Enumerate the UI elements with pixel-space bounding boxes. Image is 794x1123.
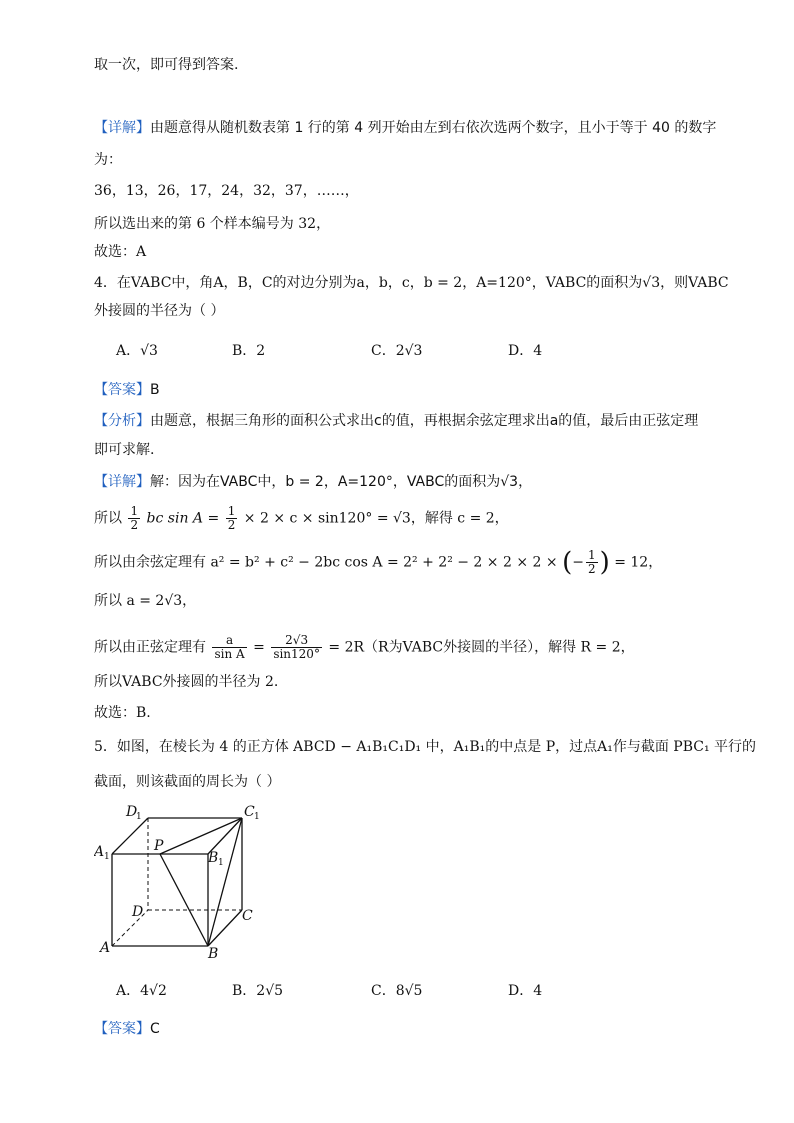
cube-figure: [94, 800, 274, 970]
fraction-numerator: a: [212, 634, 246, 648]
label-b1: B: [208, 850, 219, 866]
fraction-denominator: 2: [130, 518, 139, 532]
cosine-result: = 12，: [614, 554, 663, 571]
analysis-text: 由题意，根据三角形的面积公式求出c的值，再根据余弦定理求出a的值，最后由正弦定理: [150, 413, 699, 429]
text-line: 为：: [94, 152, 122, 168]
answer-tag: 【答案】: [94, 1021, 150, 1037]
fraction-half: [128, 505, 140, 532]
label-a: A: [100, 940, 111, 956]
option-a: A．4√2: [116, 983, 167, 999]
math-expression: × 2 × c × sin120° = √3: [243, 510, 411, 527]
label-d1-sub: 1: [136, 812, 142, 822]
detail-paragraph: [94, 119, 716, 137]
step-suffix: ，解得 c = 2，: [410, 510, 509, 527]
option-c: C．2√3: [371, 343, 423, 359]
label-a1: A: [94, 844, 105, 860]
question-5-line-2: 截面，则该截面的周长为（ ）: [94, 774, 281, 790]
step-a-value: 所以 a = 2√3，: [94, 593, 197, 609]
fraction-a-over-sinA: [212, 634, 246, 661]
fraction-denominator: 2: [227, 518, 236, 532]
cosine-expression: 所以由余弦定理有 a² = b² + c² − 2bc cos A = 2² + 2² − 2 × 2 × 2 ×: [94, 554, 558, 571]
option-b: B．2√5: [232, 983, 284, 999]
analysis-4: [94, 412, 698, 430]
fraction-numerator: 1: [130, 504, 139, 518]
option-d: D．4: [508, 983, 543, 999]
number-sequence: 36，13，26，17，24，32，37，……，: [94, 183, 359, 199]
fraction-half: [586, 549, 598, 576]
step-suffix: = 2R（R为VABC外接圆的半径），解得 R = 2，: [328, 639, 635, 656]
answer-5: [94, 1020, 160, 1038]
label-b: B: [208, 946, 219, 962]
detail-tag: 【详解】: [94, 120, 150, 136]
label-d: D: [132, 904, 144, 920]
detail-text: 解：因为在VABC中，b = 2，A=120°，VABC的面积为√3，: [150, 474, 533, 490]
step-area: [94, 505, 509, 532]
fraction-denominator: sin A: [214, 647, 245, 661]
answer-value: B: [150, 382, 160, 398]
text-line: 所以VABC外接圆的半径为 2.: [94, 674, 279, 690]
option-d: D．4: [508, 343, 543, 359]
fraction-numerator: 1: [227, 504, 236, 518]
step-sine: 所以由正弦定理有 $\frac{a}{\text{sin A}}$ = $\frac{2√3}{\sin 120^\circ}$ = 2R（R为VABC外接圆的半径），解得 R = 2，: [94, 633, 635, 661]
analysis-4-cont: 即可求解.: [94, 442, 155, 458]
detail-tag: 【详解】: [94, 474, 150, 490]
step-cosine: 所以由余弦定理有 a² = b² + c² − 2bc cos A = 2² + 2² − 2 × 2 × 2 × (− $\frac{1}{2}$ ) = 12，: [94, 547, 663, 578]
answer-4: [94, 381, 160, 399]
answer-tag: 【答案】: [94, 382, 150, 398]
label-d1: D: [126, 804, 138, 820]
detail-text: 由题意得从随机数表第 1 行的第 4 列开始由左到右依次选两个数字，且小于等于 40 的数字: [150, 120, 717, 136]
question-4-line-2: 外接圆的半径为（ ）: [94, 303, 225, 319]
label-b1-sub: 1: [218, 858, 224, 868]
step-prefix: 所以: [94, 510, 122, 527]
label-c1-sub: 1: [254, 812, 260, 822]
option-a: A．√3: [116, 343, 158, 359]
math-expression: bc sin A =: [146, 510, 220, 527]
fraction-denominator: 2: [587, 562, 596, 576]
fraction-numerator: 1: [587, 548, 596, 562]
label-a1-sub: 1: [104, 852, 110, 862]
fraction-denominator: sin120°: [273, 647, 320, 661]
detail-4: [94, 473, 532, 491]
label-p: P: [154, 838, 164, 854]
label-c1: C: [244, 804, 255, 820]
label-c: C: [242, 908, 253, 924]
question-5-line-1: 5．如图，在棱长为 4 的正方体 ABCD − A₁B₁C₁D₁ 中，A₁B₁的中点是 P，过点A₁作与截面 PBC₁ 平行的: [94, 739, 757, 755]
option-c: C．8√5: [371, 983, 423, 999]
option-b: B．2: [232, 343, 266, 359]
text-line: 所以选出来的第 6 个样本编号为 32，: [94, 216, 331, 232]
question-4-line-1: 4．在VABC中，角A，B，C的对边分别为a，b，c，b = 2，A=120°，VABC的面积为√3，则VABC: [94, 275, 729, 291]
fraction-value: [271, 634, 322, 661]
step-prefix: 所以由正弦定理有: [94, 639, 206, 656]
text-line: 故选：B.: [94, 705, 151, 721]
analysis-tag: 【分析】: [94, 413, 150, 429]
answer-value: C: [150, 1021, 160, 1037]
fraction-half: [226, 505, 238, 532]
text-line: 故选：A: [94, 244, 147, 260]
text-line: 取一次，即可得到答案.: [94, 57, 239, 73]
fraction-numerator: 2√3: [271, 634, 322, 648]
cube-diagram: [94, 800, 274, 970]
